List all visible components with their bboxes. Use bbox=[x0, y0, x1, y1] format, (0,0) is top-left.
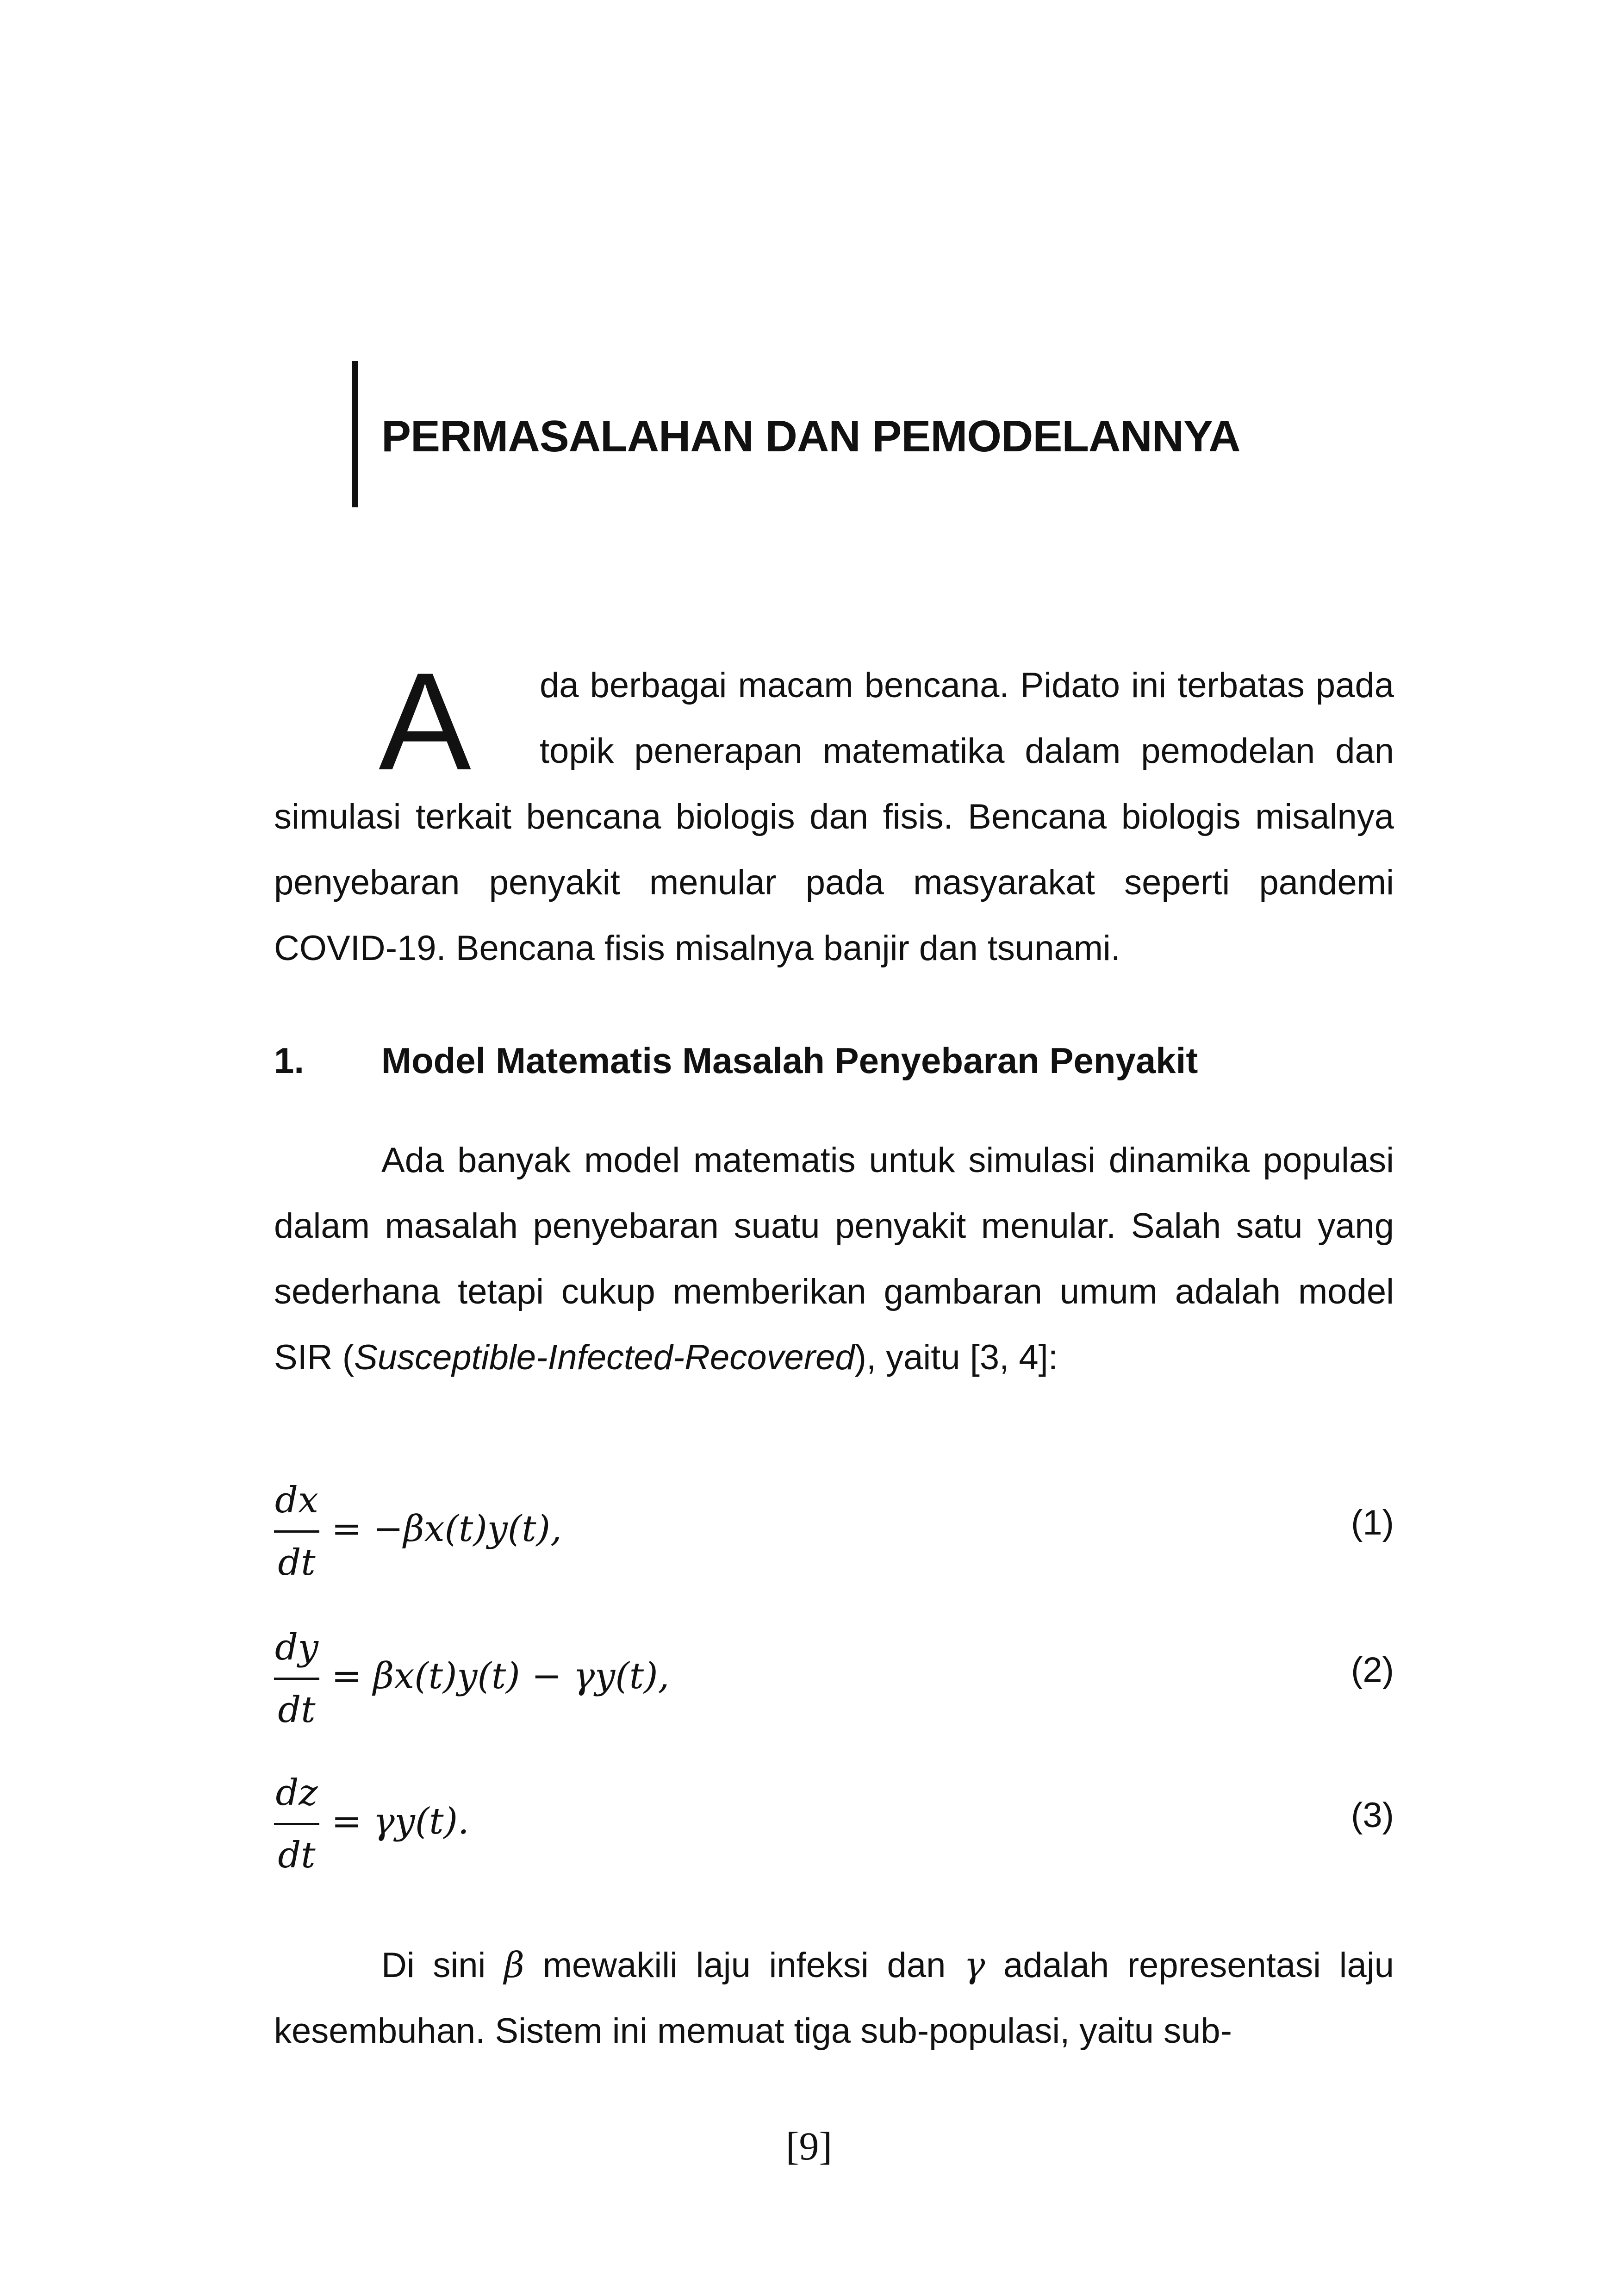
page-number: [9] bbox=[785, 2124, 833, 2168]
equation-2-numerator: dy bbox=[275, 1627, 318, 1668]
chapter-heading-bar bbox=[352, 361, 358, 507]
section-paragraph-citation: ), yaitu [3, 4]: bbox=[854, 1338, 1058, 1377]
section-paragraph-text: Ada banyak model matematis untuk simulasi dinamika populasi dalam masalah penyebaran suatu penyakit menular. Salah satu yang sederhana tetapi cukup memberikan gambaran umum adalah model SIR ( bbox=[274, 1141, 1394, 1377]
equation-2-label: (2) bbox=[1351, 1650, 1394, 1690]
chapter-title: PERMASALAHAN DAN PEMODELANNYA bbox=[381, 412, 1240, 461]
equation-2-fraction bbox=[271, 1622, 322, 1735]
equation-3-fraction bbox=[271, 1767, 322, 1881]
intro-paragraph: simulasi terkait bencana biologis dan fisis. Bencana biologis misalnya penyebaran penyakit menular pada masyarakat seperti pandemi COVID-19. Bencana fisis misalnya banjir dan tsunami. bbox=[274, 797, 1394, 968]
equation-1-numerator: dx bbox=[275, 1479, 318, 1521]
closing-paragraph bbox=[274, 1932, 1394, 2064]
equation-3-rhs: = γy(t). bbox=[331, 1801, 469, 1842]
closing-text-3: adalah representasi laju kesembuhan. Sistem ini memuat tiga sub-populasi, yaitu sub- bbox=[274, 1946, 1394, 2051]
equation-1-denominator: dt bbox=[278, 1542, 316, 1584]
fraction-bar bbox=[274, 1530, 319, 1533]
equation-1 bbox=[271, 1475, 1394, 1595]
sir-model-name: Susceptible-Infected-Recovered bbox=[354, 1338, 855, 1377]
equation-3-label: (3) bbox=[1351, 1796, 1394, 1835]
equation-2-rhs: = βx(t)y(t) − γy(t), bbox=[331, 1655, 670, 1697]
equation-3-numerator: dz bbox=[275, 1772, 318, 1814]
intro-line-2: topik penerapan matematika dalam pemodelan dan bbox=[540, 731, 1394, 771]
equation-2 bbox=[271, 1622, 1394, 1742]
equation-2-denominator: dt bbox=[278, 1689, 316, 1731]
equation-1-label: (1) bbox=[1351, 1503, 1394, 1542]
equation-3 bbox=[271, 1767, 1394, 1888]
closing-text-2: mewakili laju infeksi dan bbox=[524, 1946, 964, 1985]
section-paragraph bbox=[274, 1128, 1394, 1391]
equation-1-rhs: = −βx(t)y(t), bbox=[331, 1508, 562, 1550]
gamma-symbol: γ bbox=[964, 1944, 985, 1985]
equation-3-denominator: dt bbox=[278, 1834, 316, 1876]
equation-1-fraction bbox=[271, 1475, 322, 1588]
section-number: 1. bbox=[274, 1040, 305, 1081]
drop-cap: A bbox=[379, 643, 472, 799]
section-title: Model Matematis Masalah Penyebaran Penyakit bbox=[381, 1040, 1198, 1081]
fraction-bar bbox=[274, 1678, 319, 1680]
closing-text-1: Di sini bbox=[381, 1946, 504, 1985]
beta-symbol: β bbox=[504, 1944, 524, 1985]
intro-line-1: da berbagai macam bencana. Pidato ini terbatas pada bbox=[540, 666, 1394, 705]
fraction-bar bbox=[274, 1823, 319, 1825]
